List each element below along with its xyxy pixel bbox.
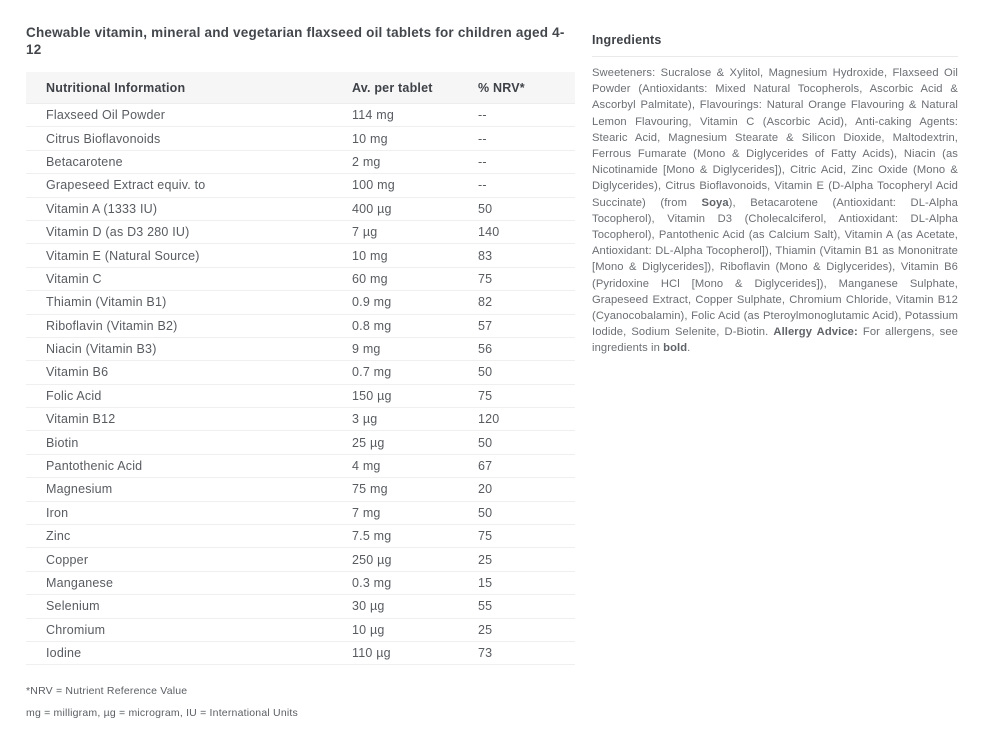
ingredients-section (592, 33, 958, 357)
table-cell-amount: 400 µg (352, 201, 392, 216)
table-cell-amount: 10 mg (352, 248, 388, 263)
table-cell-name: Biotin (46, 435, 79, 450)
footnote-nrv: *NRV = Nutrient Reference Value (26, 685, 188, 698)
table-cell-amount: 250 µg (352, 552, 392, 567)
table-row (26, 291, 575, 314)
table-cell-nrv: -- (478, 154, 487, 169)
table-cell-nrv: 50 (478, 505, 493, 520)
table-cell-name: Iodine (46, 646, 82, 661)
table-cell-amount: 9 mg (352, 342, 381, 357)
table-cell-name: Pantothenic Acid (46, 459, 143, 474)
table-body (26, 104, 575, 665)
ingredients-segment: Sweeteners: Sucralose & Xylitol, Magnesium Hydroxide, Flaxseed Oil Powder (Antioxidants: Mixed Natural Tocopherols, Ascorbic Acid & Ascorbyl Palmitate), Flavourings: Natural Orange Flavouring & Natural Lemon Flavouring, Vitamin C (Ascorbic Acid), Anti-caking Agents: Stearic Acid, Magnesium Stearate & Silicon Dioxide, Maltodextrin, Ferrous Fumarate (Mono & Diglycerides of Fatty Acids), Niacin (as Nicotinamide [Mono & Diglycerides]), Citric Acid, Zinc Oxide (Mono & Diglycerides), Citrus Bioflavonoids, Vitamin E (D-Alpha Tocopheryl Acid Succinate) (from (592, 67, 958, 209)
table-cell-name: Flaxseed Oil Powder (46, 108, 166, 123)
table-cell-name: Vitamin A (1333 IU) (46, 201, 158, 216)
table-cell-amount: 3 µg (352, 412, 378, 427)
table-cell-nrv: -- (478, 131, 487, 146)
table-cell-amount: 10 mg (352, 131, 388, 146)
table-cell-nrv: 25 (478, 622, 493, 637)
table-cell-amount: 100 mg (352, 178, 395, 193)
table-row (26, 642, 575, 665)
table-row (26, 104, 575, 127)
table-cell-nrv: 50 (478, 365, 493, 380)
table-cell-nrv: 67 (478, 459, 493, 474)
table-row (26, 502, 575, 525)
table-row (26, 315, 575, 338)
table-row (26, 338, 575, 361)
table-cell-name: Folic Acid (46, 388, 102, 403)
table-cell-name: Thiamin (Vitamin B1) (46, 295, 167, 310)
table-row (26, 151, 575, 174)
ingredients-bold-segment: bold (663, 342, 688, 355)
table-cell-amount: 7 mg (352, 505, 381, 520)
table-row (26, 268, 575, 291)
table-row (26, 525, 575, 548)
ingredients-bold-segment: Allergy Advice: (773, 326, 858, 339)
table-cell-name: Vitamin B12 (46, 412, 116, 427)
table-cell-amount: 0.9 mg (352, 295, 392, 310)
table-row (26, 408, 575, 431)
table-cell-nrv: 73 (478, 646, 493, 661)
table-cell-name: Citrus Bioflavonoids (46, 131, 161, 146)
table-row (26, 198, 575, 221)
footnote-units: mg = milligram, µg = microgram, IU = International Units (26, 707, 298, 720)
table-cell-name: Betacarotene (46, 154, 123, 169)
table-cell-amount: 75 mg (352, 482, 388, 497)
page-title: Chewable vitamin, mineral and vegetarian flaxseed oil tablets for children aged 4-12 (26, 25, 565, 57)
table-cell-nrv: 25 (478, 552, 493, 567)
table-row (26, 455, 575, 478)
column-header-nutritional-information: Nutritional Information (46, 80, 186, 95)
table-row (26, 619, 575, 642)
table-cell-name: Niacin (Vitamin B3) (46, 342, 157, 357)
ingredients-segment: For allergens, see ingredients in (592, 326, 958, 355)
table-header-row (26, 72, 575, 104)
table-cell-nrv: 75 (478, 529, 493, 544)
table-cell-name: Zinc (46, 529, 71, 544)
table-cell-nrv: 56 (478, 342, 493, 357)
table-cell-name: Vitamin E (Natural Source) (46, 248, 200, 263)
table-cell-name: Copper (46, 552, 89, 567)
table-cell-name: Vitamin C (46, 271, 102, 286)
table-cell-amount: 150 µg (352, 388, 392, 403)
table-cell-amount: 2 mg (352, 154, 381, 169)
table-cell-amount: 7 µg (352, 225, 378, 240)
table-cell-amount: 110 µg (352, 646, 391, 661)
table-cell-amount: 4 mg (352, 459, 381, 474)
table-cell-amount: 60 mg (352, 271, 388, 286)
table-cell-nrv: 120 (478, 412, 500, 427)
column-header-percent-nrv: % NRV* (478, 80, 525, 95)
table-cell-nrv: 75 (478, 388, 493, 403)
table-row (26, 174, 575, 197)
table-cell-name: Vitamin D (as D3 280 IU) (46, 225, 190, 240)
table-cell-name: Grapeseed Extract equiv. to (46, 178, 206, 193)
table-cell-nrv: 82 (478, 295, 493, 310)
table-cell-amount: 7.5 mg (352, 529, 392, 544)
table-cell-amount: 10 µg (352, 622, 385, 637)
table-cell-amount: 0.7 mg (352, 365, 392, 380)
table-cell-name: Iron (46, 505, 69, 520)
table-cell-nrv: 20 (478, 482, 493, 497)
table-cell-name: Chromium (46, 622, 106, 637)
table-cell-amount: 114 mg (352, 108, 394, 123)
table-cell-name: Manganese (46, 576, 114, 590)
nutrition-table (26, 72, 575, 665)
table-cell-nrv: 15 (478, 576, 493, 590)
table-row (26, 431, 575, 454)
table-row (26, 361, 575, 384)
table-cell-amount: 25 µg (352, 435, 385, 450)
column-header-av-per-tablet: Av. per tablet (352, 80, 433, 95)
table-cell-nrv: 57 (478, 318, 493, 333)
table-cell-name: Magnesium (46, 482, 113, 497)
table-cell-nrv: 50 (478, 201, 493, 216)
footnotes (26, 685, 575, 720)
ingredients-bold-segment: Soya (701, 196, 729, 209)
nutrition-section (26, 24, 575, 720)
table-row (26, 127, 575, 150)
ingredients-text (592, 65, 958, 357)
table-row (26, 595, 575, 618)
table-cell-amount: 0.8 mg (352, 318, 392, 333)
ingredients-divider (592, 56, 958, 57)
table-row (26, 385, 575, 408)
ingredients-segment: . (687, 342, 691, 355)
table-row (26, 244, 575, 267)
table-cell-amount: 30 µg (352, 599, 385, 614)
table-row (26, 572, 575, 595)
table-cell-amount: 0.3 mg (352, 576, 392, 590)
ingredients-heading: Ingredients (592, 33, 662, 47)
table-row (26, 548, 575, 571)
table-cell-name: Vitamin B6 (46, 365, 109, 380)
table-cell-nrv: 55 (478, 599, 493, 614)
ingredients-segment: ), Betacarotene (Antioxidant: DL-Alpha Tocopherol), Vitamin D3 (Cholecalciferol, Antioxidant: DL-Alpha Tocopherol), Pantothenic Acid (as Calcium Salt), Vitamin A (as Acetate, Antioxidant: DL-Alpha Tocopherol]), Thiamin (Vitamin B1 as Mononitrate [Mono & Diglycerides]), Riboflavin (Mono & Diglycerides), Vitamin B6 (Pyridoxine HCl [Mono & Diglycerides]), Manganese Sulphate, Grapeseed Extract, Copper Sulphate, Chromium Chloride, Vitamin B12 (Cyanocobalamin), Folic Acid (as Pteroylmonoglutamic Acid), Potassium Iodide, Sodium Selenite, D-Biotin. (592, 196, 958, 339)
table-cell-nrv: 83 (478, 248, 493, 263)
table-row (26, 478, 575, 501)
table-cell-nrv: -- (478, 178, 487, 193)
table-row (26, 221, 575, 244)
table-cell-name: Selenium (46, 599, 100, 614)
table-cell-name: Riboflavin (Vitamin B2) (46, 318, 178, 333)
table-cell-nrv: 75 (478, 271, 493, 286)
table-cell-nrv: 50 (478, 435, 493, 450)
table-cell-nrv: -- (478, 108, 487, 123)
table-cell-nrv: 140 (478, 225, 500, 240)
